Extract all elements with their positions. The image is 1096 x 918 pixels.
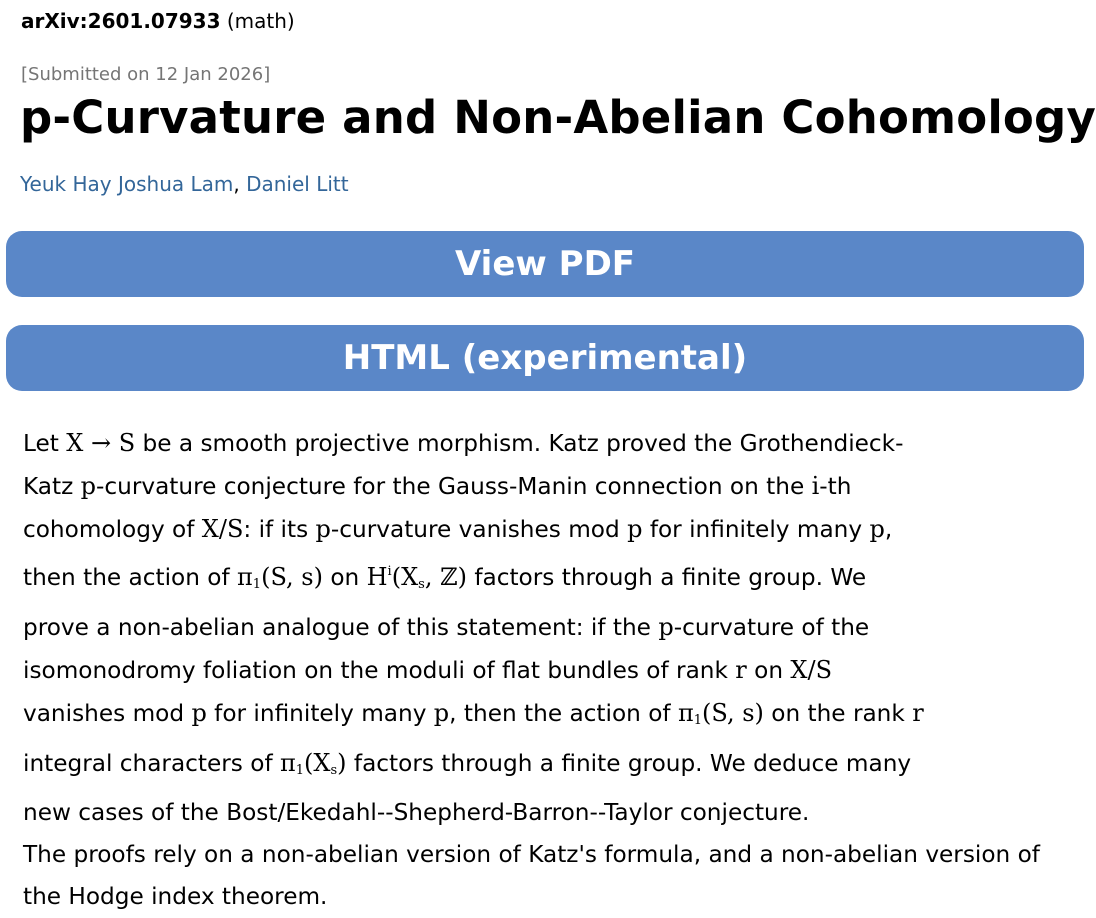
arxiv-id-line — [21, 9, 295, 33]
abstract-line: vanishes mod p for infinitely many p, then the action of $\pi_1(S$, s) on the rank r — [23, 699, 924, 728]
paper-title: p-Curvature and Non-Abelian Cohomology — [20, 91, 1096, 144]
abstract-line: Katz p-curvature conjecture for the Gauss-Manin connection on the i-th — [23, 472, 852, 500]
abstract-line: new cases of the Bost/Ekedahl--Shepherd-Barron--Taylor conjecture. — [23, 799, 810, 826]
author-list — [20, 171, 349, 197]
html-experimental-button[interactable]: HTML (experimental) — [6, 325, 1084, 391]
abstract — [23, 422, 1073, 918]
author-link-lam[interactable]: Yeuk Hay Joshua Lam — [20, 172, 234, 196]
arxiv-id: arXiv:2601.07933 — [21, 9, 221, 33]
abstract-line: Let X → S be a smooth projective morphism. Katz proved the Grothendieck- — [23, 429, 904, 457]
submission-date: [Submitted on 12 Jan 2026] — [21, 64, 271, 85]
abstract-line: integral characters of $\pi_1(X_s)$ factors through a finite group. We deduce many — [23, 749, 912, 778]
abstract-line: isomonodromy foliation on the moduli of flat bundles of rank r on X/S — [23, 656, 833, 684]
abstract-line: cohomology of X/S: if its p-curvature vanishes mod p for infinitely many p, — [23, 515, 893, 543]
abstract-line: prove a non-abelian analogue of this statement: if the p-curvature of the — [23, 613, 870, 641]
author-link-litt[interactable]: Daniel Litt — [246, 172, 349, 196]
view-pdf-button[interactable]: View PDF — [6, 231, 1084, 297]
abstract-paragraph-2: The proofs rely on a non-abelian version of Katz's formula, and a non-abelian version of the Hodge index theorem. — [23, 841, 1040, 910]
abstract-line: then the action of $\pi_1(S$, s) on $H^i(X_s$, ℤ) factors through a finite group. We — [23, 563, 867, 592]
arxiv-category: (math) — [226, 9, 295, 33]
abstract-paragraph-1 — [23, 422, 1073, 834]
author-separator: , — [233, 172, 240, 196]
